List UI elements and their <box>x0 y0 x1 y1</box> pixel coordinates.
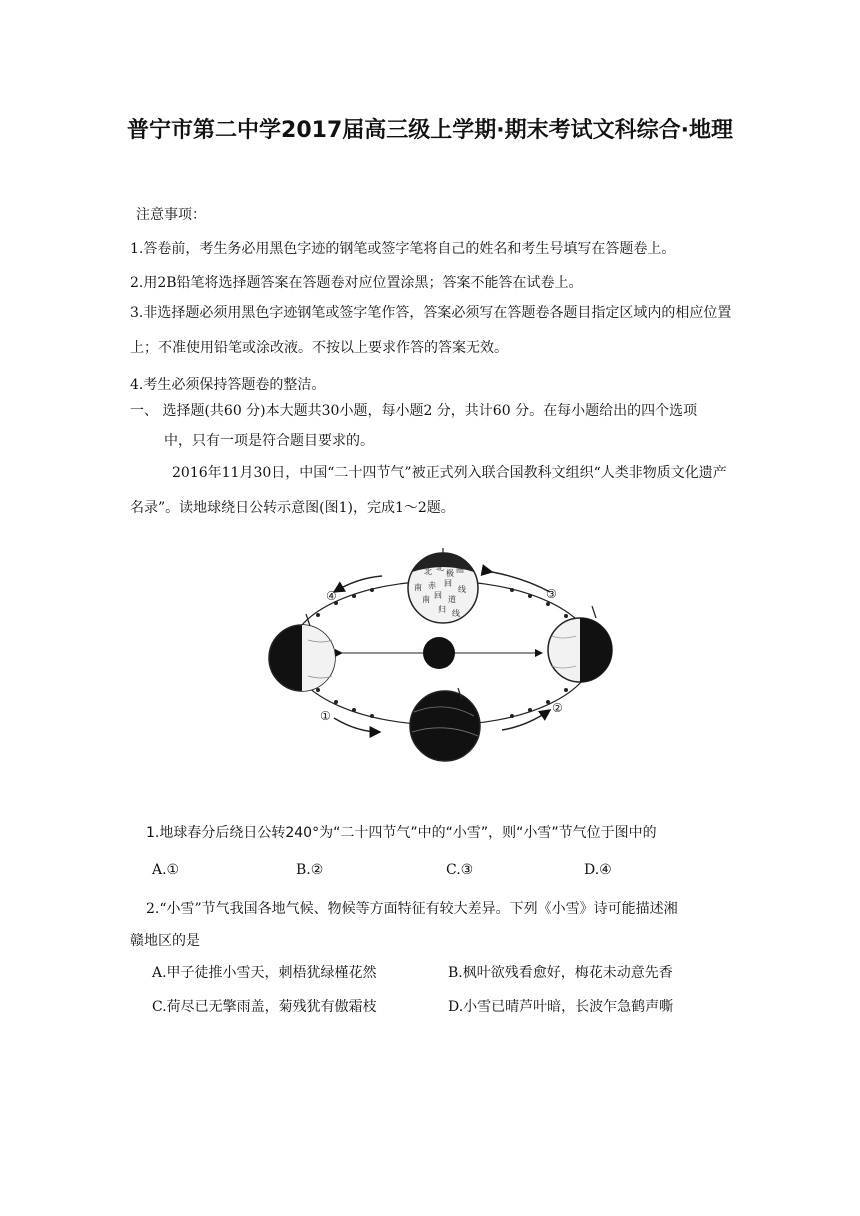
svg-text:回: 回 <box>434 591 442 600</box>
notice-item-3: 3.非选择题必须用黑色字迹钢笔或签字笔作答，答案必须写在答题卷各题目指定区域内的相应位置上；不准使用铅笔或涂改液。不按以上要求作答的答案无效。 <box>130 305 732 356</box>
question-2-option-a[interactable]: A.甲子徒推小雪天，刺梧犹绿槿花然 <box>152 965 377 981</box>
notice-item-2: 2.用2B铅笔将选择题答案在答题卷对应位置涂黑；答案不能答在试卷上。 <box>130 275 583 291</box>
marker-1: ① <box>320 709 331 723</box>
question-2-stem-line1: 2.“小雪”节气我国各地气候、物候等方面特征有较大差异。下列《小雪》诗可能描述湘 <box>146 901 678 917</box>
svg-text:线: 线 <box>452 609 460 618</box>
notice-heading: 注意事项： <box>136 207 206 223</box>
svg-text:北: 北 <box>424 567 432 576</box>
svg-text:归: 归 <box>438 605 446 614</box>
svg-text:北: 北 <box>436 563 444 572</box>
svg-text:线: 线 <box>458 585 466 594</box>
svg-text:圈: 圈 <box>456 565 464 574</box>
svg-text:赤: 赤 <box>428 581 436 590</box>
section-heading-line1: 一、 选择题(共60 分)本大题共30小题，每小题2 分，共计60 分。在每小题给出的四个选项 <box>130 403 698 419</box>
orbit-arrow-4 <box>334 576 382 592</box>
question-2-option-c[interactable]: C.荷尽已无擎雨盖，菊残犹有傲霜枝 <box>152 999 377 1015</box>
sun <box>423 637 455 669</box>
svg-text:南: 南 <box>414 583 422 592</box>
exam-title: 普宁市第二中学2017届高三级上学期·期末考试文科综合·地理 <box>127 118 733 143</box>
svg-text:极: 极 <box>446 569 454 578</box>
section-heading-line2: 中，只有一项是符合题目要求的。 <box>164 433 374 449</box>
question-1-option-a[interactable]: A.① <box>152 862 180 878</box>
globe-left <box>269 614 335 691</box>
svg-text:回: 回 <box>444 579 452 588</box>
globe-top <box>408 548 478 623</box>
notice-item-1: 1.答卷前，考生务必用黑色字迹的钢笔或签字笔将自己的姓名和考生号填写在答题卷上。 <box>130 241 676 257</box>
question-2-option-d[interactable]: D.小雪已晴芦叶暗，长波乍急鹤声嘶 <box>448 999 674 1015</box>
question-1-option-d[interactable]: D.④ <box>584 862 612 878</box>
question-2-stem-line2: 赣地区的是 <box>130 933 200 949</box>
question-1-option-c[interactable]: C.③ <box>446 862 474 878</box>
svg-text:南: 南 <box>422 595 430 604</box>
marker-4: ④ <box>326 589 337 603</box>
question-1-option-b[interactable]: B.② <box>296 862 324 878</box>
notice-item-4: 4.考生必须保持答题卷的整洁。 <box>130 377 326 393</box>
question-1-stem: 1.地球春分后绕日公转240°为“二十四节气”中的“小雪”，则“小雪”节气位于图中的 <box>146 825 657 841</box>
intro-paragraph: 2016年11月30日，中国“二十四节气”被正式列入联合国教科文组织“人类非物质文化遗产名录”。读地球绕日公转示意图(图1)，完成1～2题。 <box>130 465 727 516</box>
orbit-arrow-3 <box>492 572 550 592</box>
question-2-option-b[interactable]: B.枫叶欲残看愈好，梅花未动意先香 <box>448 965 673 981</box>
earth-orbit-diagram <box>262 540 622 770</box>
globe-right <box>548 606 612 682</box>
marker-2: ② <box>552 701 563 715</box>
orbit-arrow-1 <box>334 718 380 732</box>
marker-3: ③ <box>546 587 557 601</box>
svg-text:道: 道 <box>448 595 456 604</box>
globe-bottom <box>410 688 480 761</box>
